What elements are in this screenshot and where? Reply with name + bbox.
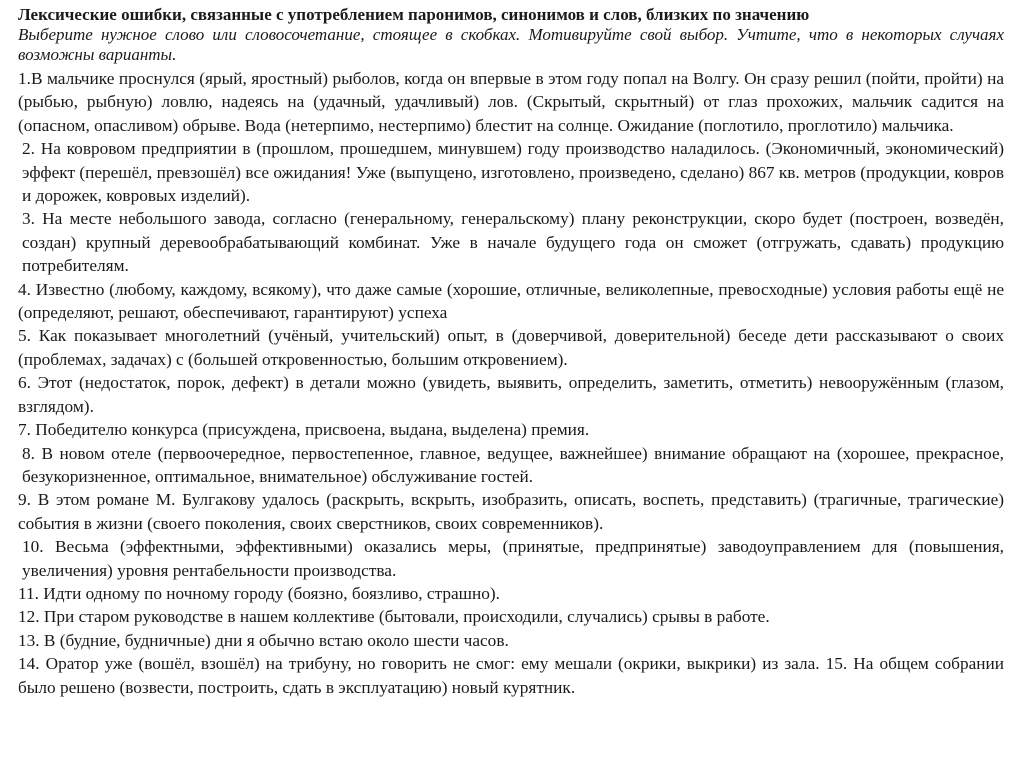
exercise-item-9: 9. В этом романе М. Булгакову удалось (раскрыть, вскрыть, изобразить, описать, воспеть, представить) (трагичные, трагические) события в жизни (своего поколения, своих сверстников, своих современников). xyxy=(18,490,1004,533)
exercise-item-13: 13. В (будние, будничные) дни я обычно встаю около шести часов. xyxy=(18,630,509,650)
exercise-item-4: 4. Известно (любому, каждому, всякому), что даже самые (хорошие, отличные, великолепные, превосходные) условия работы ещё не (определяют, решают, обеспечивают, гарантируют) успеха xyxy=(18,279,1004,323)
exercise-item-8: 8. В новом отеле (первоочередное, первостепенное, главное, ведущее, важнейшее) внимание обращают на (хорошее, прекрасное, безукоризненное, оптимальное, внимательное) обслуживание гостей. xyxy=(22,443,1004,486)
exercise-item-12: 12. При старом руководстве в нашем коллективе (бытовали, происходили, случались) срывы в работе. xyxy=(18,607,770,627)
document-title: Лексические ошибки, связанные с употреблением паронимов, синонимов и слов, близких по значению xyxy=(18,5,810,24)
exercise-item-1: 1.В мальчике проснулся (ярый, яростный) рыболов, когда он впервые в этом году попал на Волгу. Он сразу решил (пойти, пройти) на (рыбью, рыбную) ловлю, надеясь на (удачный, удачливый) лов. (Скрытый, скрытный) от глаз прохожих, мальчик садится на (опасном, опасливом) обрыве. Вода (нетерпимо, нестерпимо) блестит на солнце. Ожидание (поглотило, проглотило) мальчика. xyxy=(18,69,1004,135)
document-page xyxy=(18,5,1004,699)
exercise-item-10: 10. Весьма (эффектными, эффективными) оказались меры, (принятые, предпринятые) заводоуправлением для (повышения, увеличения) уровня рентабельности производства. xyxy=(22,537,1004,580)
exercise-item-14-15: 14. Оратор уже (вошёл, взошёл) на трибуну, но говорить не смог: ему мешали (окрики, выкрики) из зала. 15. На общем собрании было решено (возвести, построить, сдать в эксплуатацию) новый курятник. xyxy=(18,654,1004,697)
exercise-item-7: 7. Победителю конкурса (присуждена, присвоена, выдана, выделена) премия. xyxy=(18,420,590,440)
exercise-item-11: 11. Идти одному по ночному городу (боязно, боязливо, страшно). xyxy=(18,583,500,603)
task-instruction: Выберите нужное слово или словосочетание, стоящее в скобках. Мотивируйте свой выбор. Учтите, что в некоторых случаях возможны варианты. xyxy=(18,25,1004,64)
exercise-item-3: 3. На месте небольшого завода, согласно (генеральному, генеральскому) плану реконструкции, скоро будет (построен, возведён, создан) крупный деревообрабатывающий комбинат. Уже в начале будущего года он сможет (отгружать, сдавать) продукцию потребителям. xyxy=(22,209,1004,276)
exercise-item-5: 5. Как показывает многолетний (учёный, учительский) опыт, в (доверчивой, доверительной) беседе дети рассказывают о своих (проблемах, задачах) с (большей откровенностью, большим откровением). xyxy=(18,326,1004,369)
exercise-item-6: 6. Этот (недостаток, порок, дефект) в детали можно (увидеть, выявить, определить, заметить, отметить) невооружённым (глазом, взглядом). xyxy=(18,373,1004,416)
exercise-item-2: 2. На ковровом предприятии в (прошлом, прошедшем, минувшем) году производство наладилось. (Экономичный, экономический) эффект (перешёл, превзошёл) все ожидания! Уже (выпущено, изготовлено, произведено, сделано) 867 кв. метров (продукции, ковров и дорожек, ковровых изделий). xyxy=(22,139,1004,206)
